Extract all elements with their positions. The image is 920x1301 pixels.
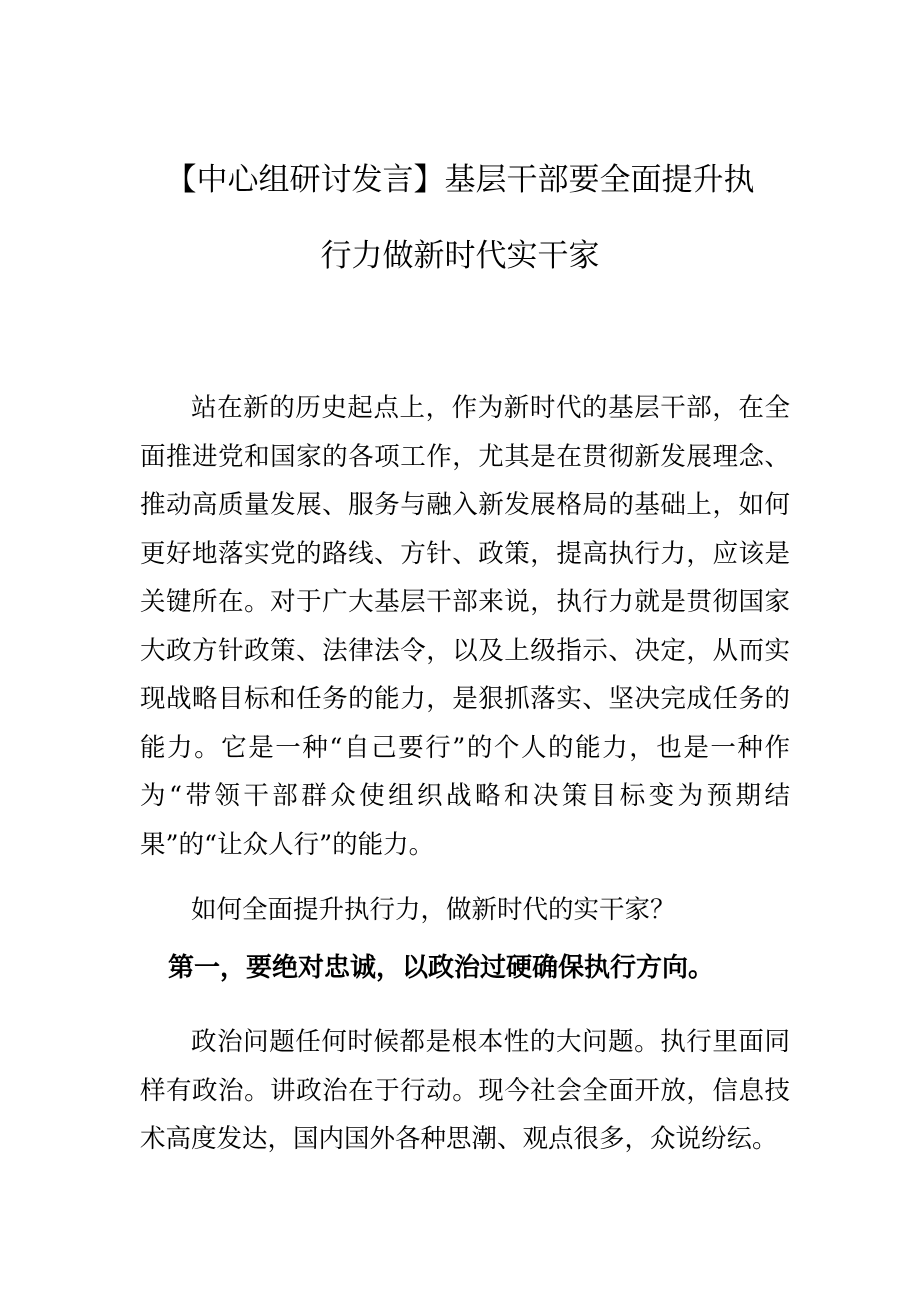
intro-paragraph: 站在新的历史起点上，作为新时代的基层干部，在全面推进党和国家的各项工作，尤其是在贯彻新发展理念、推动高质量发展、服务与融入新发展格局的基础上，如何更好地落实党的路线、方针、政策，提高执行力，应该是关键所在。对于广大基层干部来说，执行力就是贯彻国家大政方针政策、法律法令，以及上级指示、决定，从而实现战略目标和任务的能力，是狠抓落实、坚决完成任务的能力。它是一种“自己要行”的个人的能力，也是一种作为“带领干部群众使组织战略和决策目标变为预期结果”的“让众人行”的能力。	[140, 393, 790, 860]
section-heading-first: 第一，要绝对忠诚，以政治过硬确保执行方向。	[168, 953, 715, 983]
question-paragraph: 如何全面提升执行力，做新时代的实干家？	[191, 895, 676, 925]
section-paragraph: 政治问题任何时候都是根本性的大问题。执行里面同样有政治。讲政治在于行动。现今社会全面开放，信息技术高度发达，国内国外各种思潮、观点很多，众说纷纭。	[140, 1027, 790, 1154]
document-title-line-1: 【中心组研讨发言】基层干部要全面提升执	[165, 162, 755, 198]
document-title-line-2: 行力做新时代实干家	[320, 238, 600, 274]
